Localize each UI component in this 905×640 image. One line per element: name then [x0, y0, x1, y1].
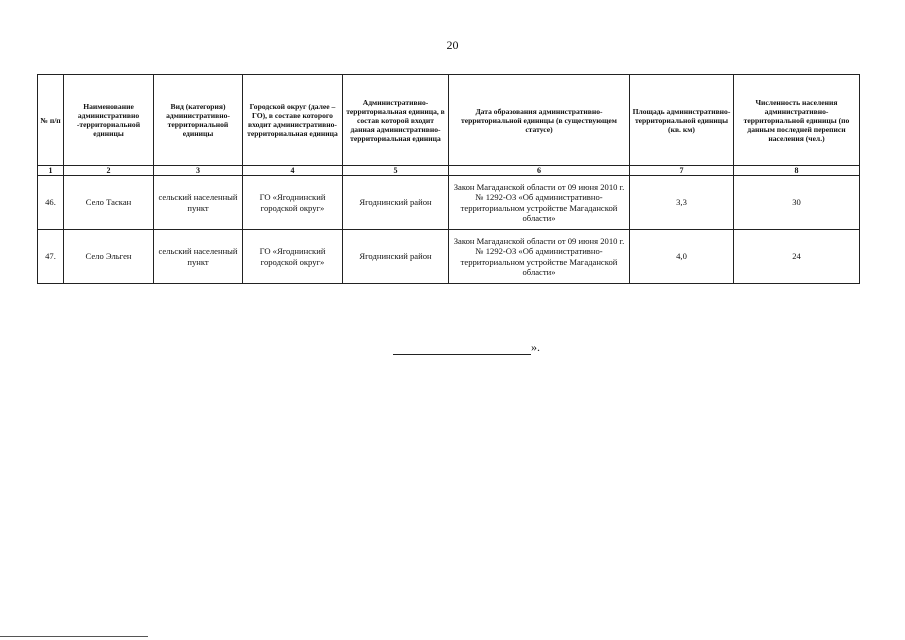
header-district: Городской округ (далее – ГО), в составе которого входит административно-территориальная единица: [243, 75, 343, 166]
column-number: 5: [343, 166, 449, 176]
header-area: Площадь административно-территориальной единицы (кв. км): [630, 75, 734, 166]
unit-area: 3,3: [630, 176, 734, 230]
unit-population: 30: [734, 176, 860, 230]
closing-line: [393, 340, 540, 355]
column-number: 1: [38, 166, 64, 176]
column-number: 8: [734, 166, 860, 176]
unit-formation-date: Закон Магаданской области от 09 июня 2010 г. № 1292-ОЗ «Об административно-территориальном устройстве Магаданской области»: [449, 230, 630, 284]
unit-formation-date: Закон Магаданской области от 09 июня 2010 г. № 1292-ОЗ «Об административно-территориальном устройстве Магаданской области»: [449, 176, 630, 230]
unit-area: 4,0: [630, 230, 734, 284]
unit-name: Село Таскан: [64, 176, 154, 230]
header-category: Вид (категория) административно-территориальной единицы: [154, 75, 243, 166]
header-parent-unit: Административно-территориальная единица, в состав которой входит данная административно-территориальная единица: [343, 75, 449, 166]
header-name: Наименование административно -территориальной единицы: [64, 75, 154, 166]
unit-name: Село Эльген: [64, 230, 154, 284]
table-row: [38, 176, 860, 230]
closing-quote: ».: [531, 340, 540, 354]
bottom-scan-line: [0, 636, 148, 637]
settlements-table: [37, 74, 860, 284]
unit-category: сельский населенный пункт: [154, 230, 243, 284]
row-number: 47.: [38, 230, 64, 284]
header-population: Численность населения административно-территориальной единицы (по данным последней переписи населения (чел.): [734, 75, 860, 166]
column-number: 2: [64, 166, 154, 176]
header-number: № п/п: [38, 75, 64, 166]
column-number: 3: [154, 166, 243, 176]
header-formation-date: Дата образования административно-территориальной единицы (в существующем статусе): [449, 75, 630, 166]
row-number: 46.: [38, 176, 64, 230]
signature-underline: [393, 342, 531, 355]
column-number: 6: [449, 166, 630, 176]
unit-parent: Ягоднинский район: [343, 230, 449, 284]
unit-parent: Ягоднинский район: [343, 176, 449, 230]
page-number: 20: [446, 38, 459, 52]
header-row: [38, 75, 860, 166]
column-number: 7: [630, 166, 734, 176]
unit-population: 24: [734, 230, 860, 284]
column-number-row: [38, 166, 860, 176]
column-number: 4: [243, 166, 343, 176]
table-row: [38, 230, 860, 284]
unit-category: сельский населенный пункт: [154, 176, 243, 230]
unit-district: ГО «Ягоднинский городской округ»: [243, 176, 343, 230]
unit-district: ГО «Ягоднинский городской округ»: [243, 230, 343, 284]
